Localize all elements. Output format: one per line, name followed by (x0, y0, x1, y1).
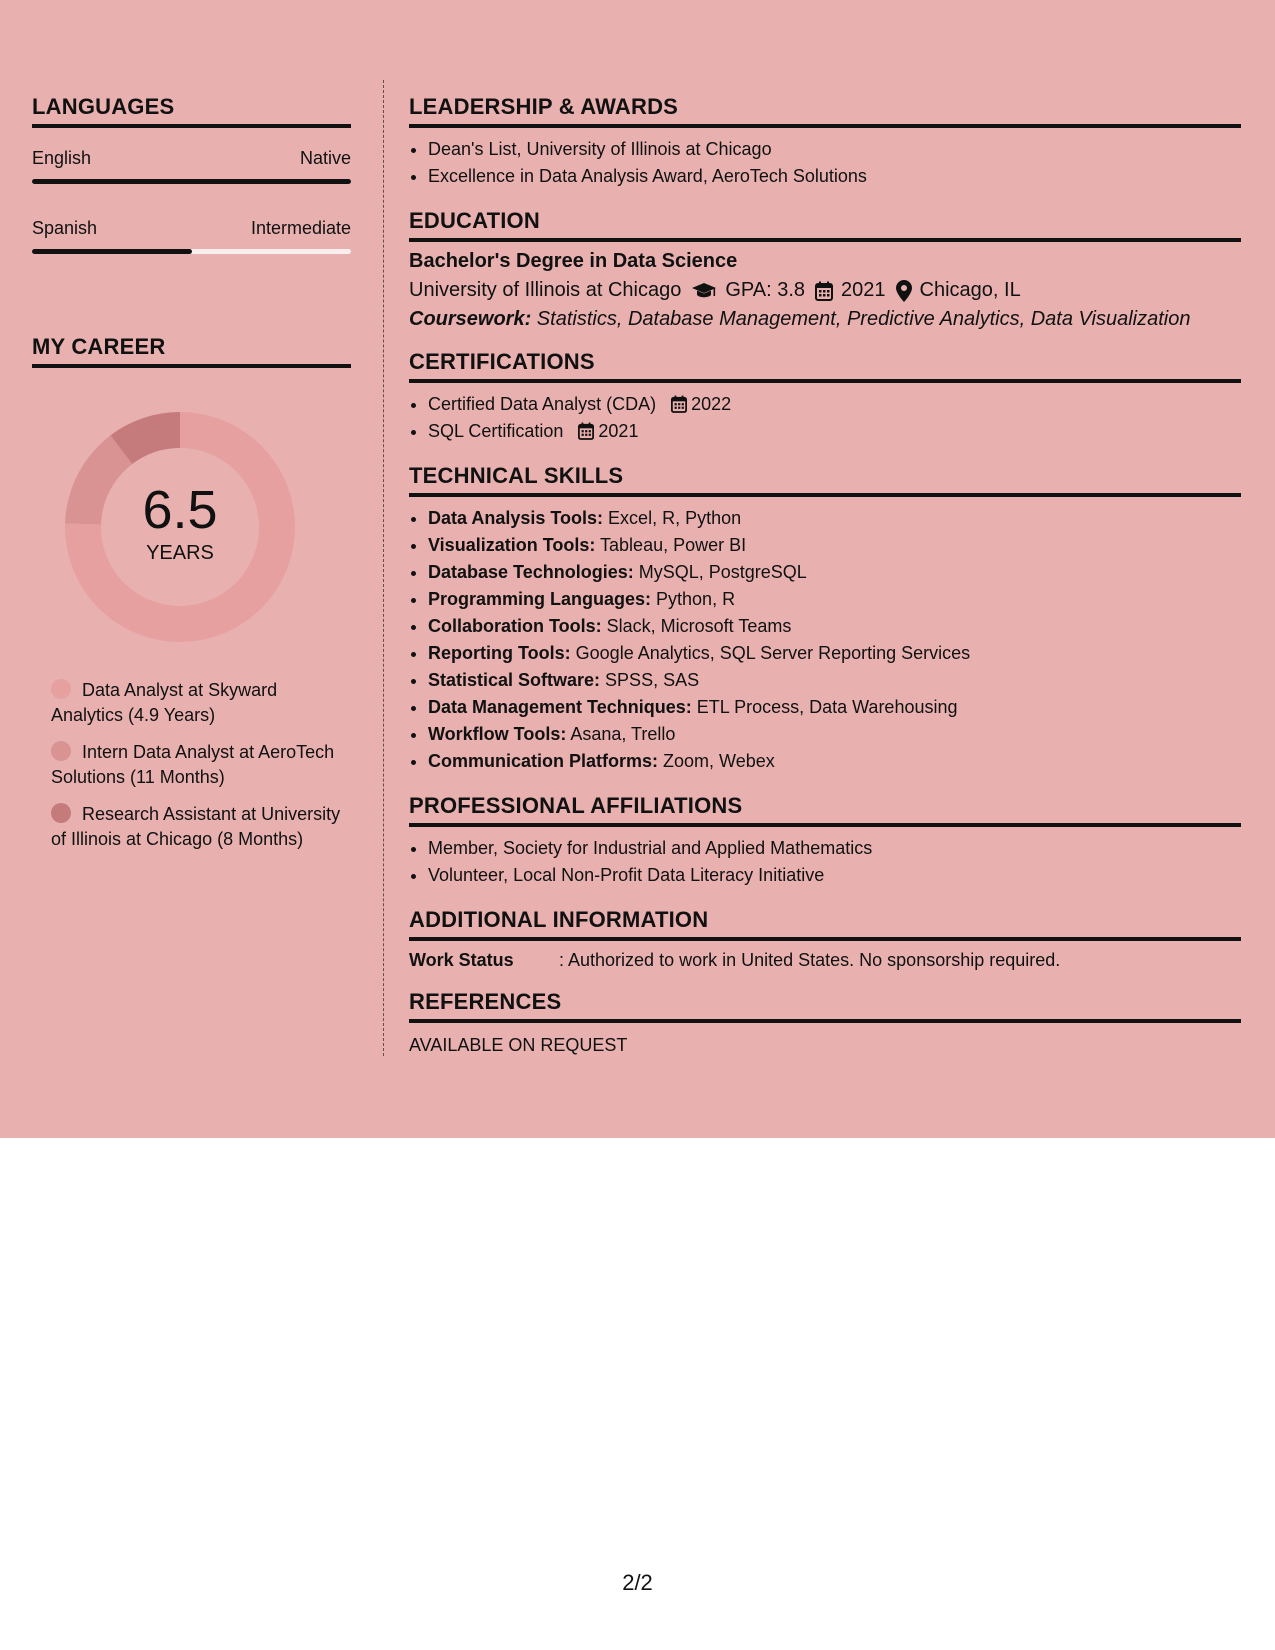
skill-item (428, 586, 1241, 613)
calendar-icon (815, 281, 833, 301)
skill-label: Statistical Software: (428, 670, 601, 690)
skill-item (428, 559, 1241, 586)
leadership-list (409, 136, 1241, 190)
calendar-icon (578, 422, 594, 440)
language-name: Spanish (32, 218, 98, 238)
proficiency-fill (32, 249, 192, 254)
skills-list (409, 505, 1241, 775)
gpa: GPA: 3.8 (725, 279, 806, 301)
skill-label: Database Technologies: (428, 562, 634, 582)
degree-title: Bachelor's Degree in Data Science (409, 250, 738, 272)
certifications-heading: CERTIFICATIONS (409, 349, 1241, 383)
skill-value: Asana, Trello (566, 724, 676, 744)
language-level: Native (299, 148, 351, 168)
references-text: AVAILABLE ON REQUEST (409, 1035, 628, 1055)
career-legend (51, 678, 341, 852)
column-divider (383, 80, 384, 1056)
proficiency-fill (32, 179, 351, 184)
list-item: • Member, Society for Industrial and Applied Mathematics (428, 835, 1241, 862)
education-heading: EDUCATION (409, 208, 1241, 242)
skill-value: Excel, R, Python (603, 508, 742, 528)
skill-item (428, 694, 1241, 721)
skill-item (428, 640, 1241, 667)
list-item: • Dean's List, University of Illinois at Chicago (428, 136, 1241, 163)
proficiency-bar (32, 179, 351, 184)
list-item (428, 418, 1241, 445)
language-level: Intermediate (250, 218, 351, 238)
references-heading: REFERENCES (409, 989, 1241, 1023)
education-section (409, 208, 1241, 331)
graduation-year: 2021 (841, 279, 886, 301)
school-name: University of Illinois at Chicago (409, 279, 682, 301)
career-heading: MY CAREER (32, 334, 351, 368)
certification-name: SQL Certification (428, 421, 564, 441)
affiliations-list (409, 835, 1241, 889)
list-item: • Volunteer, Local Non-Profit Data Literacy Initiative (428, 862, 1241, 889)
career-role: Research Assistant at University of Illinois at Chicago (8 Months) (51, 804, 341, 849)
career-years-label: YEARS (146, 542, 214, 564)
coursework-label: Coursework: (409, 308, 532, 330)
certification-year: 2022 (691, 394, 732, 414)
skill-label: Communication Platforms: (428, 751, 659, 771)
skills-section (409, 463, 1241, 775)
certification-name: Certified Data Analyst (CDA) (428, 394, 657, 414)
skill-item (428, 505, 1241, 532)
skill-value: Slack, Microsoft Teams (601, 616, 792, 636)
skill-label: Visualization Tools: (428, 535, 596, 555)
skill-value: MySQL, PostgreSQL (633, 562, 807, 582)
leadership-section (409, 94, 1241, 190)
legend-dot (51, 679, 71, 699)
school-location: Chicago, IL (919, 279, 1021, 301)
affiliations-heading: PROFESSIONAL AFFILIATIONS (409, 793, 1241, 827)
calendar-icon (671, 395, 687, 413)
skill-value: Google Analytics, SQL Server Reporting Services (570, 643, 971, 663)
skill-value: ETL Process, Data Warehousing (691, 697, 958, 717)
leadership-heading: LEADERSHIP & AWARDS (409, 94, 1241, 128)
languages-heading: LANGUAGES (32, 94, 351, 128)
skill-value: Tableau, Power BI (595, 535, 747, 555)
language-name: English (32, 148, 92, 168)
skill-item (428, 667, 1241, 694)
skill-item (428, 532, 1241, 559)
additional-info-section (409, 907, 1241, 971)
certifications-list (409, 391, 1241, 445)
proficiency-bar (32, 249, 351, 254)
work-status-label: Work Status (409, 950, 514, 970)
language-english (32, 148, 351, 184)
skill-value: Python, R (651, 589, 736, 609)
language-spanish (32, 218, 351, 254)
references-section (409, 989, 1241, 1056)
list-item: • Excellence in Data Analysis Award, AeroTech Solutions (428, 163, 1241, 190)
skill-item (428, 721, 1241, 748)
skill-label: Data Management Techniques: (428, 697, 692, 717)
work-status-value: : Authorized to work in United States. No sponsorship required. (559, 950, 1061, 970)
career-legend-item (51, 802, 341, 852)
skill-label: Reporting Tools: (428, 643, 571, 663)
certification-year: 2021 (598, 421, 639, 441)
career-legend-item (51, 740, 341, 790)
skill-value: Zoom, Webex (658, 751, 775, 771)
career-donut-chart (65, 412, 295, 642)
skill-label: Workflow Tools: (428, 724, 567, 744)
career-legend-item (51, 678, 341, 728)
education-details (409, 279, 1241, 302)
list-item (428, 391, 1241, 418)
skill-label: Data Analysis Tools: (428, 508, 604, 528)
graduation-cap-icon (691, 282, 717, 300)
career-role: Intern Data Analyst at AeroTech Solutions (11 Months) (51, 742, 335, 787)
legend-dot (51, 741, 71, 761)
legend-dot (51, 803, 71, 823)
certifications-section (409, 349, 1241, 445)
career-role: Data Analyst at Skyward Analytics (4.9 Years) (51, 680, 278, 725)
additional-info-heading: ADDITIONAL INFORMATION (409, 907, 1241, 941)
skill-item (428, 613, 1241, 640)
skill-item (428, 748, 1241, 775)
skill-label: Programming Languages: (428, 589, 652, 609)
page-number: 2/2 (622, 1570, 653, 1595)
left-column (32, 94, 351, 864)
location-pin-icon (896, 280, 912, 302)
coursework (409, 308, 1241, 331)
coursework-list: Statistics, Database Management, Predictive Analytics, Data Visualization (531, 308, 1191, 330)
work-status-row (409, 950, 1241, 971)
career-total-years: 6.5 (142, 480, 218, 540)
affiliations-section (409, 793, 1241, 889)
right-column (409, 94, 1241, 1074)
skill-value: SPSS, SAS (600, 670, 700, 690)
skills-heading: TECHNICAL SKILLS (409, 463, 1241, 497)
skill-label: Collaboration Tools: (428, 616, 602, 636)
